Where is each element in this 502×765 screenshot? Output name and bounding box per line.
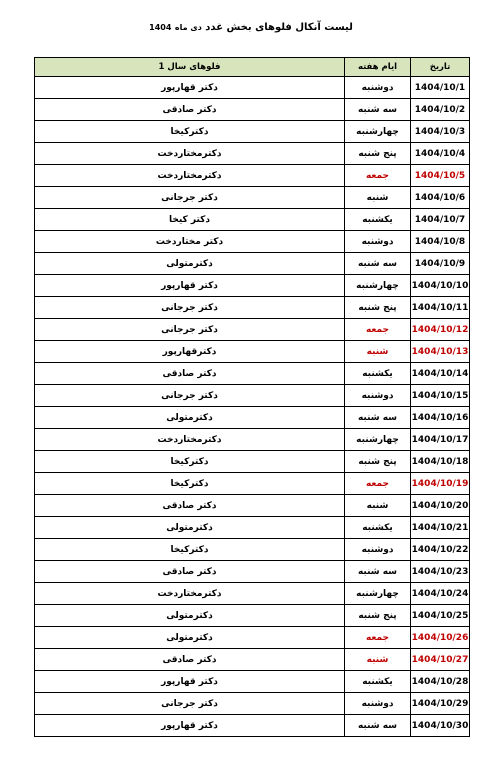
doctor-cell: دکتر جرجانی xyxy=(35,319,345,341)
title-text: لیست آنکال فلوهای بخش غدد xyxy=(205,22,353,33)
doctor-cell: دکترکیخا xyxy=(35,451,345,473)
table-row xyxy=(35,715,470,737)
weekday-cell: چهارشنبه xyxy=(345,429,411,451)
weekday-cell: دوشنبه xyxy=(345,539,411,561)
header-doctor: فلوهای سال 1 xyxy=(35,58,345,77)
weekday-cell: جمعه xyxy=(345,319,411,341)
table-row xyxy=(35,209,470,231)
date-cell: 1404/10/19 xyxy=(411,473,470,495)
table-row xyxy=(35,649,470,671)
doctor-cell: دکتر جرجانی xyxy=(35,385,345,407)
date-cell: 1404/10/30 xyxy=(411,715,470,737)
weekday-cell: چهارشنبه xyxy=(345,583,411,605)
date-cell: 1404/10/26 xyxy=(411,627,470,649)
title-month: دی ماه xyxy=(174,23,202,32)
table-row xyxy=(35,363,470,385)
table-row xyxy=(35,517,470,539)
doctor-cell: دکترمختاردخت xyxy=(35,583,345,605)
doctor-cell: دکتر قهارپور xyxy=(35,77,345,99)
date-cell: 1404/10/24 xyxy=(411,583,470,605)
doctor-cell: دکتر صادقی xyxy=(35,561,345,583)
date-cell: 1404/10/3 xyxy=(411,121,470,143)
weekday-cell: جمعه xyxy=(345,473,411,495)
table-row xyxy=(35,693,470,715)
doctor-cell: دکتر صادقی xyxy=(35,495,345,517)
table-row xyxy=(35,319,470,341)
date-cell: 1404/10/10 xyxy=(411,275,470,297)
date-cell: 1404/10/22 xyxy=(411,539,470,561)
doctor-cell: دکترمتولی xyxy=(35,627,345,649)
doctor-cell: دکتر صادقی xyxy=(35,649,345,671)
doctor-cell: دکتر قهارپور xyxy=(35,715,345,737)
weekday-cell: یکشنبه xyxy=(345,671,411,693)
date-cell: 1404/10/11 xyxy=(411,297,470,319)
weekday-cell: پنج شنبه xyxy=(345,451,411,473)
date-cell: 1404/10/5 xyxy=(411,165,470,187)
table-row xyxy=(35,473,470,495)
doctor-cell: دکترقهارپور xyxy=(35,341,345,363)
date-cell: 1404/10/27 xyxy=(411,649,470,671)
weekday-cell: سه شنبه xyxy=(345,407,411,429)
weekday-cell: پنج شنبه xyxy=(345,297,411,319)
weekday-cell: پنج شنبه xyxy=(345,605,411,627)
table-row xyxy=(35,297,470,319)
table-row xyxy=(35,429,470,451)
table-row xyxy=(35,561,470,583)
date-cell: 1404/10/25 xyxy=(411,605,470,627)
doctor-cell: دکترمتولی xyxy=(35,517,345,539)
doctor-cell: دکترکیخا xyxy=(35,473,345,495)
table-row xyxy=(35,671,470,693)
doctor-cell: دکتر قهارپور xyxy=(35,275,345,297)
table-header-row xyxy=(35,58,470,77)
table-row xyxy=(35,385,470,407)
weekday-cell: دوشنبه xyxy=(345,231,411,253)
doctor-cell: دکتر جرجانی xyxy=(35,297,345,319)
doctor-cell: دکترمختاردخت xyxy=(35,429,345,451)
doctor-cell: دکترمتولی xyxy=(35,253,345,275)
date-cell: 1404/10/7 xyxy=(411,209,470,231)
doctor-cell: دکترمتولی xyxy=(35,605,345,627)
weekday-cell: سه شنبه xyxy=(345,715,411,737)
weekday-cell: سه شنبه xyxy=(345,99,411,121)
weekday-cell: شنبه xyxy=(345,649,411,671)
date-cell: 1404/10/17 xyxy=(411,429,470,451)
title-year: 1404 xyxy=(149,23,172,32)
oncall-schedule-table xyxy=(34,57,470,737)
date-cell: 1404/10/20 xyxy=(411,495,470,517)
weekday-cell: یکشنبه xyxy=(345,517,411,539)
table-row xyxy=(35,407,470,429)
doctor-cell: دکترمتولی xyxy=(35,407,345,429)
doctor-cell: دکتر صادقی xyxy=(35,99,345,121)
doctor-cell: دکتر کیخا xyxy=(35,209,345,231)
table-row xyxy=(35,495,470,517)
table-row xyxy=(35,341,470,363)
date-cell: 1404/10/13 xyxy=(411,341,470,363)
doctor-cell: دکترکیخا xyxy=(35,121,345,143)
table-row xyxy=(35,627,470,649)
table-row xyxy=(35,275,470,297)
weekday-cell: سه شنبه xyxy=(345,561,411,583)
table-row xyxy=(35,605,470,627)
weekday-cell: شنبه xyxy=(345,187,411,209)
weekday-cell: چهارشنبه xyxy=(345,275,411,297)
header-date: تاریخ xyxy=(411,58,470,77)
table-row xyxy=(35,187,470,209)
page-title xyxy=(0,22,502,33)
doctor-cell: دکترکیخا xyxy=(35,539,345,561)
table-row xyxy=(35,231,470,253)
date-cell: 1404/10/12 xyxy=(411,319,470,341)
doctor-cell: دکتر قهارپور xyxy=(35,671,345,693)
doctor-cell: دکتر جرجانی xyxy=(35,187,345,209)
table-row xyxy=(35,451,470,473)
date-cell: 1404/10/16 xyxy=(411,407,470,429)
weekday-cell: جمعه xyxy=(345,165,411,187)
doctor-cell: دکتر جرجانی xyxy=(35,693,345,715)
weekday-cell: شنبه xyxy=(345,495,411,517)
table-row xyxy=(35,539,470,561)
doctor-cell: دکترمختاردخت xyxy=(35,165,345,187)
date-cell: 1404/10/15 xyxy=(411,385,470,407)
table-row xyxy=(35,583,470,605)
date-cell: 1404/10/1 xyxy=(411,77,470,99)
date-cell: 1404/10/28 xyxy=(411,671,470,693)
table-row xyxy=(35,165,470,187)
date-cell: 1404/10/4 xyxy=(411,143,470,165)
weekday-cell: دوشنبه xyxy=(345,77,411,99)
weekday-cell: سه شنبه xyxy=(345,253,411,275)
date-cell: 1404/10/14 xyxy=(411,363,470,385)
date-cell: 1404/10/2 xyxy=(411,99,470,121)
weekday-cell: دوشنبه xyxy=(345,693,411,715)
date-cell: 1404/10/21 xyxy=(411,517,470,539)
date-cell: 1404/10/23 xyxy=(411,561,470,583)
date-cell: 1404/10/9 xyxy=(411,253,470,275)
weekday-cell: جمعه xyxy=(345,627,411,649)
table-row xyxy=(35,77,470,99)
table-row xyxy=(35,99,470,121)
weekday-cell: پنج شنبه xyxy=(345,143,411,165)
table-row xyxy=(35,253,470,275)
doctor-cell: دکتر صادقی xyxy=(35,363,345,385)
date-cell: 1404/10/29 xyxy=(411,693,470,715)
doctor-cell: دکترمختاردخت xyxy=(35,143,345,165)
weekday-cell: چهارشنبه xyxy=(345,121,411,143)
date-cell: 1404/10/8 xyxy=(411,231,470,253)
table-row xyxy=(35,143,470,165)
table-row xyxy=(35,121,470,143)
weekday-cell: یکشنبه xyxy=(345,363,411,385)
doctor-cell: دکتر مختاردخت xyxy=(35,231,345,253)
weekday-cell: دوشنبه xyxy=(345,385,411,407)
header-day: ایام هفته xyxy=(345,58,411,77)
date-cell: 1404/10/6 xyxy=(411,187,470,209)
date-cell: 1404/10/18 xyxy=(411,451,470,473)
weekday-cell: یکشنبه xyxy=(345,209,411,231)
weekday-cell: شنبه xyxy=(345,341,411,363)
